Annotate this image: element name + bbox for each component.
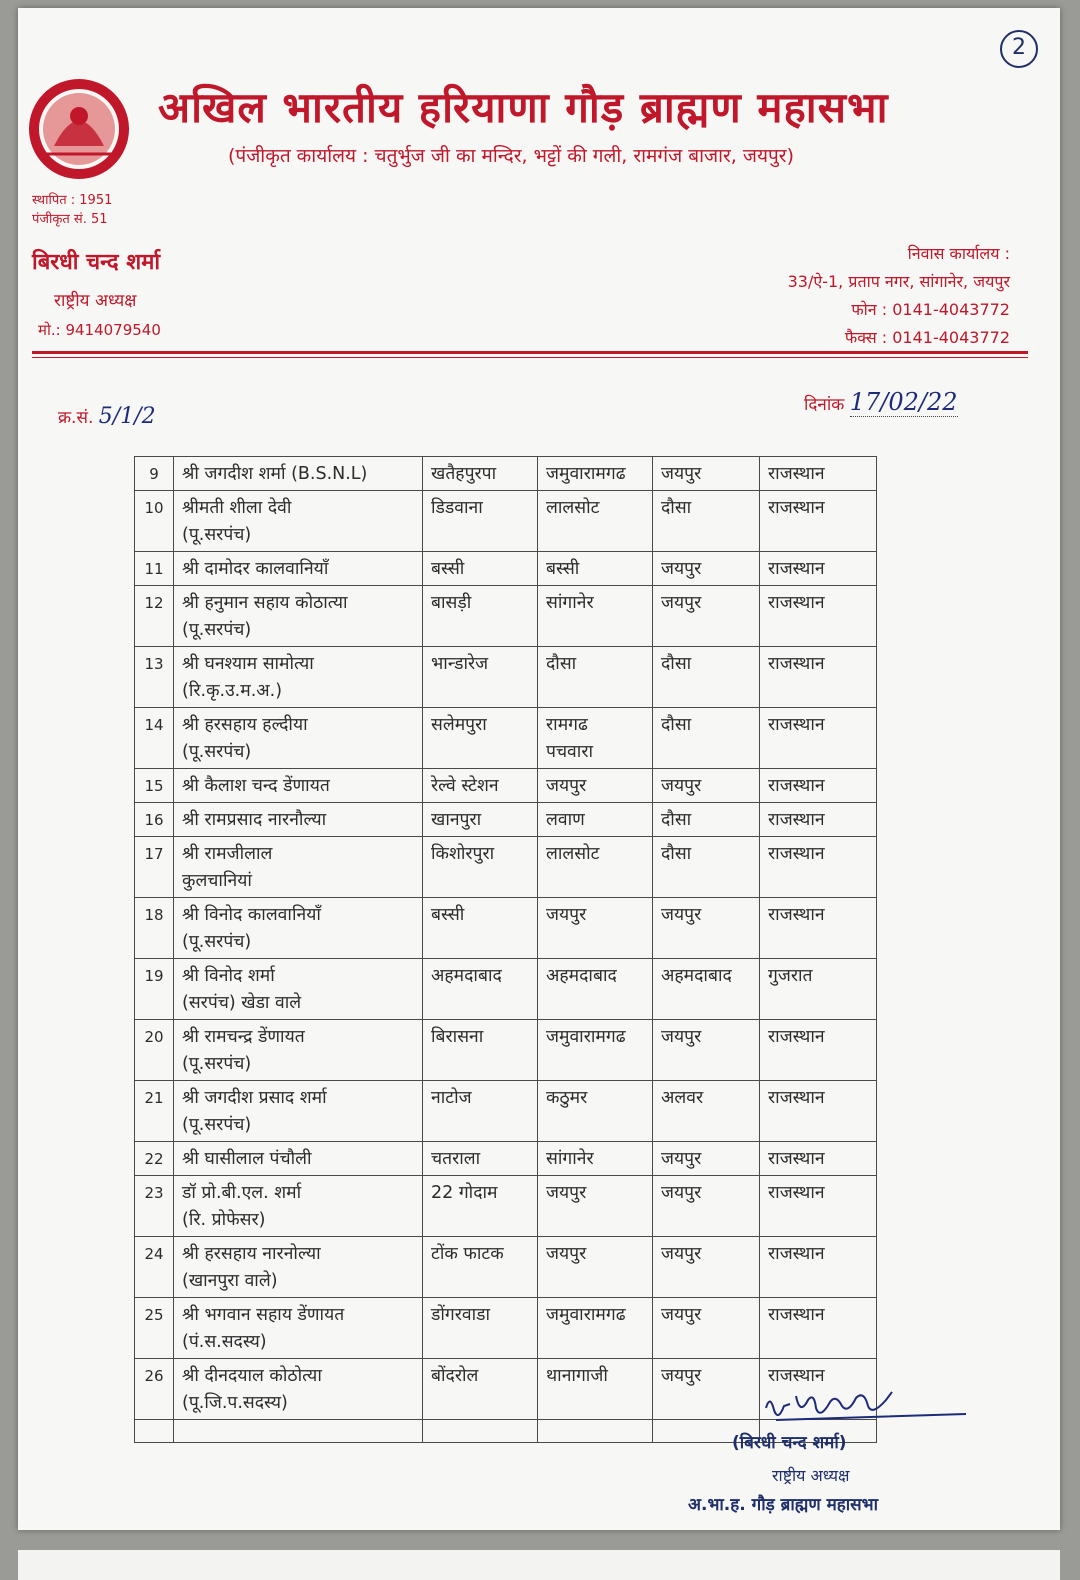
serial-number: 20 xyxy=(135,1020,174,1081)
member-name-line: श्री जगदीश शर्मा (B.S.N.L) xyxy=(182,464,368,484)
village-line: रेल्वे स्टेशन xyxy=(431,776,499,796)
member-name xyxy=(174,1081,423,1142)
district: जयपुर xyxy=(653,1237,760,1298)
member-name-line: श्री विनोद कालवानियाँ xyxy=(182,905,321,925)
header-divider xyxy=(32,351,1028,354)
state: राजस्थान xyxy=(760,1359,877,1420)
member-name-line: (रि.कृ.उ.म.अ.) xyxy=(182,681,283,701)
signatory-org: अ.भा.ह. गौड़ ब्राह्मण महासभा xyxy=(688,1495,879,1515)
tehsil-line: सांगानेर xyxy=(546,1149,594,1169)
tehsil-line: जयपुर xyxy=(546,1183,587,1203)
president-title: राष्ट्रीय अध्यक्ष xyxy=(54,291,137,311)
village-line: बस्सी xyxy=(431,905,465,925)
blank-cell xyxy=(135,1420,174,1443)
next-page-edge xyxy=(18,1550,1060,1580)
table-row xyxy=(135,552,877,586)
state: राजस्थान xyxy=(760,1142,877,1176)
member-name-line: श्री रामजीलाल xyxy=(182,844,273,864)
state: राजस्थान xyxy=(760,708,877,769)
village xyxy=(423,959,538,1020)
tehsil-line: थानागाजी xyxy=(546,1366,608,1386)
serial-number: 24 xyxy=(135,1237,174,1298)
signatory-name: (बिरधी चन्द शर्मा) xyxy=(732,1433,847,1453)
reference-value: 5/1/2 xyxy=(98,404,156,429)
district: जयपुर xyxy=(653,898,760,959)
table-row xyxy=(135,769,877,803)
village-line: किशोरपुरा xyxy=(431,844,495,864)
district: अहमदाबाद xyxy=(653,959,760,1020)
member-name xyxy=(174,1020,423,1081)
district: जयपुर xyxy=(653,586,760,647)
village xyxy=(423,1081,538,1142)
tehsil xyxy=(538,769,653,803)
org-name: अखिल भारतीय हरियाणा गौड़ ब्राह्मण महासभा xyxy=(158,83,889,132)
serial-number: 9 xyxy=(135,457,174,491)
village xyxy=(423,1176,538,1237)
serial-number: 17 xyxy=(135,837,174,898)
village xyxy=(423,1298,538,1359)
member-name-line: श्री जगदीश प्रसाद शर्मा xyxy=(182,1088,327,1108)
table-row xyxy=(135,1298,877,1359)
state: राजस्थान xyxy=(760,769,877,803)
serial-number: 23 xyxy=(135,1176,174,1237)
tehsil-line: कठुमर xyxy=(546,1088,588,1108)
tehsil xyxy=(538,803,653,837)
state: राजस्थान xyxy=(760,586,877,647)
district: दौसा xyxy=(653,491,760,552)
tehsil xyxy=(538,898,653,959)
district: दौसा xyxy=(653,708,760,769)
tehsil-line: पचवारा xyxy=(546,742,594,762)
serial-number: 19 xyxy=(135,959,174,1020)
tehsil xyxy=(538,1237,653,1298)
village-line: अहमदाबाद xyxy=(431,966,502,986)
emblem-logo xyxy=(26,76,132,182)
tehsil xyxy=(538,552,653,586)
village-line: खानपुरा xyxy=(431,810,482,830)
village-line: खतैहपुरपा xyxy=(431,464,497,484)
district: जयपुर xyxy=(653,552,760,586)
member-name xyxy=(174,837,423,898)
member-name-line: श्री भगवान सहाय डेंणायत xyxy=(182,1305,345,1325)
table-row xyxy=(135,1081,877,1142)
tehsil-line: लालसोट xyxy=(546,844,600,864)
state: राजस्थान xyxy=(760,1176,877,1237)
member-name-line: (पू.सरपंच) xyxy=(182,525,252,545)
table-row xyxy=(135,457,877,491)
member-name-line: श्री घनश्याम सामोत्या xyxy=(182,654,314,674)
member-name xyxy=(174,769,423,803)
tehsil xyxy=(538,647,653,708)
member-name-line: श्री दामोदर कालवानियाँ xyxy=(182,559,329,579)
village-line: 22 गोदाम xyxy=(431,1183,498,1203)
table-row xyxy=(135,898,877,959)
tehsil xyxy=(538,1176,653,1237)
member-name-line: श्री हरसहाय हल्दीया xyxy=(182,715,308,735)
tehsil xyxy=(538,1020,653,1081)
village-line: सलेमपुरा xyxy=(431,715,487,735)
serial-number: 16 xyxy=(135,803,174,837)
member-name-line: श्री रामप्रसाद नारनौल्या xyxy=(182,810,327,830)
village-line: बिरासना xyxy=(431,1027,484,1047)
tehsil-line: रामगढ xyxy=(546,715,588,735)
district: जयपुर xyxy=(653,1020,760,1081)
president-mobile: मो.: 9414079540 xyxy=(38,321,161,339)
tehsil-line: लालसोट xyxy=(546,498,600,518)
village-line: डिडवाना xyxy=(431,498,483,518)
village xyxy=(423,1142,538,1176)
member-name xyxy=(174,1359,423,1420)
fax-number: फैक्स : 0141-4043772 xyxy=(844,328,1010,347)
district: दौसा xyxy=(653,647,760,708)
tehsil xyxy=(538,708,653,769)
tehsil-line: लवाण xyxy=(546,810,585,830)
state: राजस्थान xyxy=(760,1020,877,1081)
village-line: बोंदरोल xyxy=(431,1366,479,1386)
member-name xyxy=(174,1176,423,1237)
table-row xyxy=(135,491,877,552)
member-name-line: (पू.सरपंच) xyxy=(182,932,252,952)
tehsil-line: जयपुर xyxy=(546,1244,587,1264)
state: राजस्थान xyxy=(760,552,877,586)
tehsil-line: अहमदाबाद xyxy=(546,966,617,986)
member-name-line: श्री विनोद शर्मा xyxy=(182,966,275,986)
serial-number: 15 xyxy=(135,769,174,803)
member-name-line: (पं.स.सदस्य) xyxy=(182,1332,267,1352)
phone-number: फोन : 0141-4043772 xyxy=(851,300,1010,319)
serial-number: 14 xyxy=(135,708,174,769)
member-name-line: कुलचानियां xyxy=(182,871,252,891)
table-row xyxy=(135,837,877,898)
tehsil xyxy=(538,491,653,552)
district: जयपुर xyxy=(653,457,760,491)
state: राजस्थान xyxy=(760,647,877,708)
member-name xyxy=(174,552,423,586)
residence-address: 33/ऐ-1, प्रताप नगर, सांगानेर, जयपुर xyxy=(787,272,1010,291)
district: जयपुर xyxy=(653,1176,760,1237)
village-line: बस्सी xyxy=(431,559,465,579)
state: राजस्थान xyxy=(760,837,877,898)
page-number: 2 xyxy=(1000,30,1038,68)
district: दौसा xyxy=(653,803,760,837)
tehsil xyxy=(538,1298,653,1359)
member-name-line: श्रीमती शीला देवी xyxy=(182,498,292,518)
tehsil xyxy=(538,1142,653,1176)
serial-number: 18 xyxy=(135,898,174,959)
date-label: दिनांक xyxy=(804,395,845,415)
village xyxy=(423,1359,538,1420)
tehsil xyxy=(538,959,653,1020)
date-value: 17/02/22 xyxy=(849,388,958,416)
district: अलवर xyxy=(653,1081,760,1142)
district: जयपुर xyxy=(653,1298,760,1359)
signatory-title: राष्ट्रीय अध्यक्ष xyxy=(772,1466,850,1485)
member-name-line: श्री घासीलाल पंचौली xyxy=(182,1149,312,1169)
village xyxy=(423,1237,538,1298)
member-name xyxy=(174,708,423,769)
member-name xyxy=(174,803,423,837)
village xyxy=(423,647,538,708)
member-name-line: (पू.जि.प.सदस्य) xyxy=(182,1393,288,1413)
residence-office-block xyxy=(658,240,1010,352)
village-line: भान्डारेज xyxy=(431,654,489,674)
member-name-line: डॉ प्रो.बी.एल. शर्मा xyxy=(182,1183,302,1203)
member-name-line: श्री हरसहाय नारनोल्या xyxy=(182,1244,321,1264)
state: राजस्थान xyxy=(760,1081,877,1142)
state: राजस्थान xyxy=(760,457,877,491)
tehsil xyxy=(538,1359,653,1420)
date-field xyxy=(804,388,958,416)
member-name xyxy=(174,647,423,708)
member-name xyxy=(174,1237,423,1298)
member-name xyxy=(174,1142,423,1176)
state: राजस्थान xyxy=(760,803,877,837)
table-row xyxy=(135,959,877,1020)
state: गुजरात xyxy=(760,959,877,1020)
district: दौसा xyxy=(653,837,760,898)
serial-number: 22 xyxy=(135,1142,174,1176)
member-name xyxy=(174,959,423,1020)
member-name-line: श्री रामचन्द्र डेंणायत xyxy=(182,1027,305,1047)
members-table xyxy=(134,456,877,1443)
blank-cell xyxy=(174,1420,423,1443)
table-row xyxy=(135,1142,877,1176)
member-name xyxy=(174,898,423,959)
registration-number: पंजीकृत सं. 51 xyxy=(32,212,108,227)
tehsil xyxy=(538,457,653,491)
member-name-line: (खानपुरा वाले) xyxy=(182,1271,278,1291)
member-name-line: श्री दीनदयाल कोठोत्या xyxy=(182,1366,322,1386)
member-name-line: (पू.सरपंच) xyxy=(182,742,252,762)
village-line: डोंगरवाडा xyxy=(431,1305,491,1325)
tehsil-line: जमुवारामगढ xyxy=(546,1305,626,1325)
village xyxy=(423,1020,538,1081)
blank-cell xyxy=(538,1420,653,1443)
table-row xyxy=(135,803,877,837)
state: राजस्थान xyxy=(760,1237,877,1298)
serial-number: 10 xyxy=(135,491,174,552)
member-name-line: (सरपंच) खेडा वाले xyxy=(182,993,302,1013)
table-row xyxy=(135,1237,877,1298)
registered-office: (पंजीकृत कार्यालय : चतुर्भुज जी का मन्दिर, भट्टों की गली, रामगंज बाजार, जयपुर) xyxy=(228,145,794,167)
tehsil xyxy=(538,837,653,898)
village xyxy=(423,552,538,586)
member-name xyxy=(174,491,423,552)
village-line: टोंक फाटक xyxy=(431,1244,504,1264)
member-name xyxy=(174,1298,423,1359)
village xyxy=(423,837,538,898)
established-block xyxy=(32,191,112,229)
tehsil-line: बस्सी xyxy=(546,559,580,579)
tehsil-line: जमुवारामगढ xyxy=(546,1027,626,1047)
member-name xyxy=(174,457,423,491)
reference-label: क्र.सं. xyxy=(58,408,94,428)
district: जयपुर xyxy=(653,1359,760,1420)
district: जयपुर xyxy=(653,1142,760,1176)
serial-number: 21 xyxy=(135,1081,174,1142)
tehsil-line: दौसा xyxy=(546,654,577,674)
serial-number: 25 xyxy=(135,1298,174,1359)
village-line: बासड़ी xyxy=(431,593,472,613)
state: राजस्थान xyxy=(760,1298,877,1359)
tehsil-line: जयपुर xyxy=(546,905,587,925)
village xyxy=(423,769,538,803)
serial-number: 12 xyxy=(135,586,174,647)
tehsil xyxy=(538,586,653,647)
member-name-line: (रि. प्रोफेसर) xyxy=(182,1210,266,1230)
letterhead-page xyxy=(18,8,1060,1530)
president-name: बिरधी चन्द शर्मा xyxy=(32,250,161,275)
blank-cell xyxy=(423,1420,538,1443)
table-row xyxy=(135,1020,877,1081)
serial-number: 13 xyxy=(135,647,174,708)
village xyxy=(423,898,538,959)
table-row xyxy=(135,1176,877,1237)
tehsil-line: जयपुर xyxy=(546,776,587,796)
village-line: चतराला xyxy=(431,1149,481,1169)
member-name-line: (पू.सरपंच) xyxy=(182,620,252,640)
tehsil xyxy=(538,1081,653,1142)
header-divider-thin xyxy=(32,357,1028,358)
tehsil-line: सांगानेर xyxy=(546,593,594,613)
table-row xyxy=(135,647,877,708)
established: स्थापित : 1951 xyxy=(32,193,113,208)
village xyxy=(423,586,538,647)
village xyxy=(423,803,538,837)
village xyxy=(423,491,538,552)
serial-number: 11 xyxy=(135,552,174,586)
reference-number xyxy=(58,404,156,429)
member-name-line: श्री कैलाश चन्द डेंणायत xyxy=(182,776,330,796)
village-line: नाटोज xyxy=(431,1088,472,1108)
member-name-line: (पू.सरपंच) xyxy=(182,1054,252,1074)
residence-label: निवास कार्यालय : xyxy=(907,244,1010,263)
district: जयपुर xyxy=(653,769,760,803)
table-row xyxy=(135,586,877,647)
member-name xyxy=(174,586,423,647)
member-name-line: (पू.सरपंच) xyxy=(182,1115,252,1135)
table-row xyxy=(135,708,877,769)
serial-number: 26 xyxy=(135,1359,174,1420)
member-name-line: श्री हनुमान सहाय कोठात्या xyxy=(182,593,348,613)
tehsil-line: जमुवारामगढ xyxy=(546,464,626,484)
village xyxy=(423,708,538,769)
signature xyxy=(756,1386,986,1436)
state: राजस्थान xyxy=(760,491,877,552)
state: राजस्थान xyxy=(760,898,877,959)
village xyxy=(423,457,538,491)
